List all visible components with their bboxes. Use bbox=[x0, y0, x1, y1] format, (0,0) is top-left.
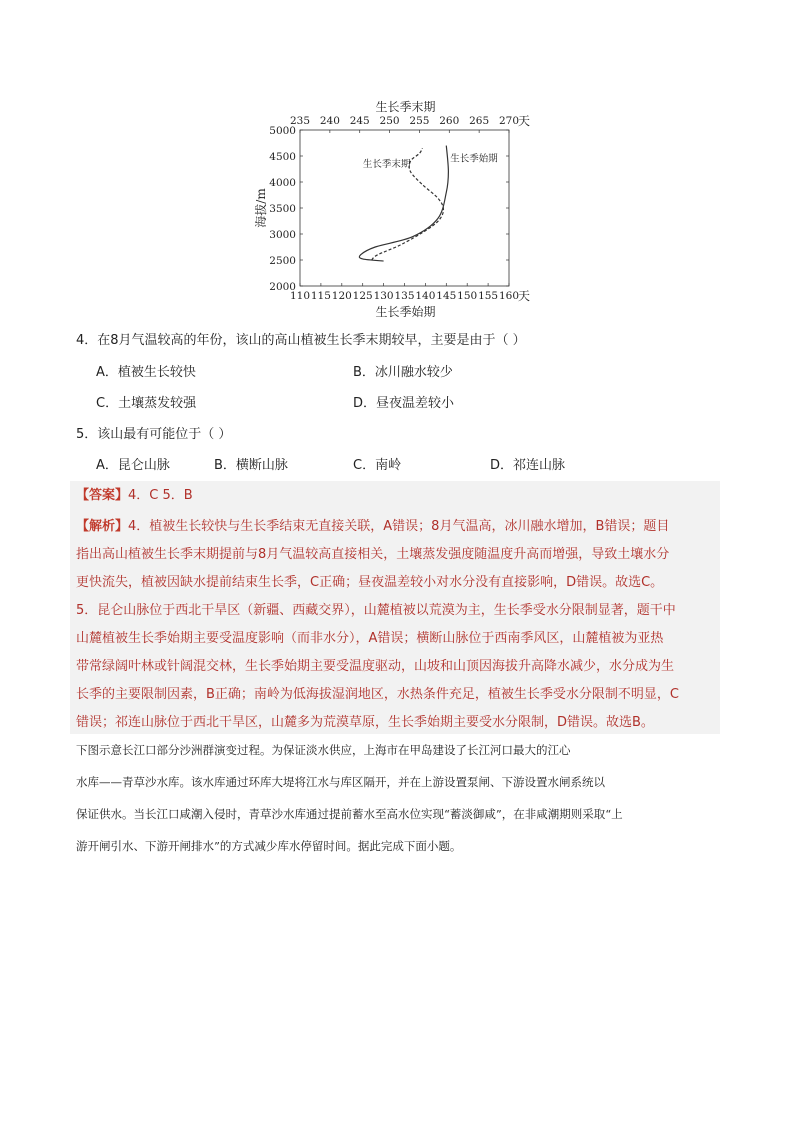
analysis-line-7: 长季的主要限制因素，B正确；南岭为低海拔湿润地区，水热条件充足，植被生长季受水分限制不明显，C bbox=[76, 687, 679, 702]
bottom-tick-label-8: 150 bbox=[457, 290, 478, 302]
question-4-stem: 4．在8月气温较高的年份，该山的高山植被生长季末期较早，主要是由于（ ） bbox=[76, 333, 526, 348]
series-label-start-of-season: 生长季始期 bbox=[450, 153, 498, 165]
y-tick-label-2: 3000 bbox=[269, 229, 296, 241]
question-4-option-c: C．土壤蒸发较强 bbox=[96, 396, 197, 411]
analysis-line-2: 指出高山植被生长季末期提前与8月气温较高直接相关，土壤蒸发强度随温度升高而增强，导致土壤水分 bbox=[76, 547, 670, 562]
bottom-tick-label-0: 110 bbox=[289, 290, 311, 302]
bottom-axis-title: 生长季始期 bbox=[375, 305, 436, 319]
series-label-end-of-season: 生长季末期 bbox=[362, 159, 411, 171]
answer-value: 4．C 5．B bbox=[128, 488, 193, 503]
analysis-line-5: 山麓植被生长季始期主要受温度影响（而非水分），A错误；横断山脉位于西南季风区，山麓植被为亚热 bbox=[76, 631, 664, 646]
bottom-tick-label-7: 145 bbox=[436, 290, 457, 302]
bottom-tick-label-2: 120 bbox=[331, 290, 352, 302]
y-tick-label-6: 5000 bbox=[269, 125, 296, 137]
bottom-tick-label-10: 160 bbox=[498, 290, 520, 302]
passage-line-2: 水库——青草沙水库。该水库通过环库大堤将江水与库区隔开，并在上游设置泵闸、下游设置水闸系统以 bbox=[76, 775, 605, 789]
answer-label: 【答案】 bbox=[76, 488, 129, 503]
analysis-line-4: 5．昆仑山脉位于西北干旱区（新疆、西藏交界），山麓植被以荒漠为主，生长季受水分限制显著，题干中 bbox=[76, 603, 676, 618]
question-4-option-d: D．昼夜温差较小 bbox=[353, 396, 455, 411]
analysis-line-1: 【解析】4．植被生长较快与生长季结束无直接关联，A错误；8月气温高，冰川融水增加，B错误；题目 bbox=[76, 519, 670, 534]
analysis-line-3: 更快流失，植被因缺水提前结束生长季，C正确；昼夜温差较小对水分没有直接影响，D错误。故选C。 bbox=[76, 575, 664, 590]
analysis-line-8: 错误；祁连山脉位于西北干旱区，山麓多为荒漠草原，生长季始期主要受水分限制，D错误。故选B。 bbox=[76, 715, 654, 730]
elevation-growing-season-chart bbox=[250, 96, 550, 322]
top-tick-label-6: 265 bbox=[469, 115, 490, 127]
y-tick-label-5: 4500 bbox=[269, 151, 296, 163]
bottom-tick-label-3: 125 bbox=[352, 290, 373, 302]
top-tick-label-1: 240 bbox=[319, 115, 340, 127]
question-5-option-a: A．昆仑山脉 bbox=[96, 458, 170, 473]
analysis-line-6: 带常绿阔叶林或针阔混交林，生长季始期主要受温度驱动，山坡和山顶因海拔升高降水减少，水分成为生 bbox=[76, 659, 675, 674]
bottom-tick-label-5: 135 bbox=[394, 290, 415, 302]
passage-line-4: 游开闸引水、下游开闸排水”的方式减少库水停留时间。据此完成下面小题。 bbox=[76, 839, 462, 853]
question-5-option-b: B．横断山脉 bbox=[214, 458, 288, 473]
bottom-tick-label-4: 130 bbox=[373, 290, 394, 302]
bottom-tick-label-1: 115 bbox=[310, 290, 331, 302]
chart-svg bbox=[250, 96, 550, 322]
top-tick-label-4: 255 bbox=[409, 115, 430, 127]
top-tick-label-7: 270 bbox=[498, 115, 520, 127]
question-4-option-a: A．植被生长较快 bbox=[96, 365, 196, 380]
y-tick-label-0: 2000 bbox=[269, 281, 296, 293]
top-tick-label-5: 260 bbox=[439, 115, 460, 127]
y-tick-label-3: 3500 bbox=[269, 203, 296, 215]
question-5-option-d: D．祁连山脉 bbox=[490, 458, 566, 473]
y-tick-label-1: 2500 bbox=[269, 255, 296, 267]
top-tick-label-0: 235 bbox=[289, 115, 311, 127]
top-tick-label-3: 250 bbox=[379, 115, 400, 127]
question-5-stem: 5．该山最有可能位于（ ） bbox=[76, 427, 232, 442]
question-5-option-c: C．南岭 bbox=[353, 458, 402, 473]
question-4-option-b: B．冰川融水较少 bbox=[353, 365, 453, 380]
answer-line bbox=[76, 486, 193, 506]
top-axis-title: 生长季末期 bbox=[375, 100, 436, 114]
bottom-tick-label-6: 140 bbox=[415, 290, 436, 302]
analysis-label: 【解析】 bbox=[76, 519, 129, 534]
bottom-axis-unit: 天 bbox=[518, 289, 531, 303]
passage-line-3: 保证供水。当长江口咸潮入侵时，青草沙水库通过提前蓄水至高水位实现“蓄淡御咸”，在非咸潮期则采取“上 bbox=[76, 807, 623, 821]
y-tick-label-4: 4000 bbox=[269, 177, 296, 189]
top-axis-unit: 天 bbox=[518, 114, 531, 128]
y-axis-title: 海拔/m bbox=[254, 188, 268, 228]
bottom-tick-label-9: 155 bbox=[478, 290, 499, 302]
passage-line-1: 下图示意长江口部分沙洲群演变过程。为保证淡水供应，上海市在甲岛建设了长江河口最大的江心 bbox=[76, 743, 571, 757]
top-tick-label-2: 245 bbox=[349, 115, 370, 127]
